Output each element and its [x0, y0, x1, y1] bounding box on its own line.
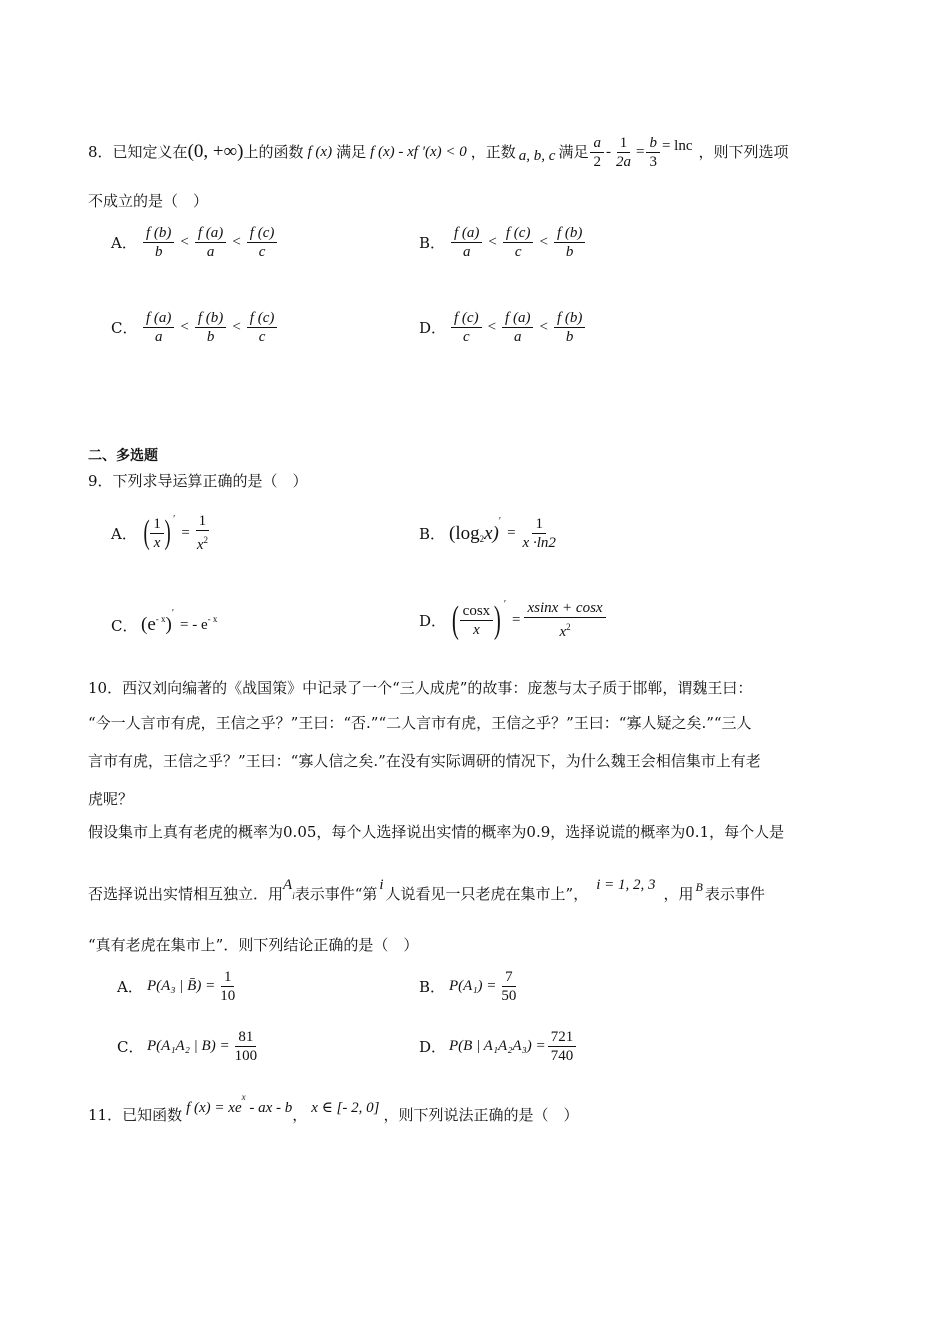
- var-A: A: [283, 877, 293, 893]
- fraction: $\frac{f (c)}{c}$: [503, 224, 534, 261]
- var-i: i: [379, 877, 384, 893]
- less-than: <: [180, 319, 189, 335]
- q10-line7: “真有老虎在集市上”．则下列结论正确的是（ ）: [88, 936, 419, 954]
- q9c-lhs: (e: [141, 614, 156, 635]
- q9b-lhs2: x): [484, 522, 499, 544]
- q8-fx: f (x): [307, 144, 333, 160]
- q10a-expr: P(A₃ | B̄) =: [147, 978, 216, 994]
- q9c-lhs2: ): [165, 614, 172, 635]
- q10-line6: [88, 877, 765, 910]
- q11-comma: ，: [292, 1106, 308, 1124]
- option-label: D．: [419, 319, 447, 337]
- q10-option-c[interactable]: [117, 1028, 262, 1065]
- fraction: $\frac{f (c)}{c}$: [451, 309, 482, 346]
- q9c-rhs: = - e: [180, 616, 208, 633]
- q10-line1: 10．西汉刘向编著的《战国策》中记录了一个“三人成虎”的故事：庞葱与太子质于邯郸，谓魏王曰：: [88, 679, 753, 697]
- option-label: B．: [419, 234, 446, 252]
- less-than: <: [539, 319, 548, 335]
- option-label: A．: [111, 234, 137, 252]
- q8-frac-b-3: $\frac{b}{3}$: [646, 134, 660, 171]
- q8-eq-lnc: = lnc: [661, 138, 693, 154]
- prime: ′: [173, 513, 176, 525]
- q10-line4: 虎呢？: [88, 790, 134, 808]
- q10-line2: “今一人言市有虎，王信之乎？”王曰：“否.”“二人言市有虎，王信之乎？”王曰：“寡人疑之矣.”“三人: [88, 714, 752, 732]
- q9b-sub: 2: [479, 533, 485, 544]
- equals: =: [512, 611, 521, 628]
- paren-left: (: [143, 514, 150, 551]
- q8-line1: [88, 134, 789, 170]
- q8-option-c[interactable]: [111, 309, 279, 346]
- q9b-lhs: (log: [449, 522, 480, 544]
- q10-line5: 假设集市上真有老虎的概率为0.05，每个人选择说出实情的概率为0.9，选择说谎的概率为0.1，每个人是: [88, 823, 785, 841]
- q8-option-a[interactable]: [111, 224, 279, 261]
- sub-i: i: [292, 891, 295, 901]
- section-title: 二、多选题: [88, 448, 158, 464]
- q9-option-b[interactable]: [419, 515, 561, 552]
- less-than: <: [488, 234, 497, 250]
- q9-option-a[interactable]: [111, 512, 213, 554]
- fraction: $\frac{f (c)}{c}$: [247, 309, 278, 346]
- q8-text-1: 已知定义在: [112, 143, 188, 161]
- q9-option-c[interactable]: [111, 607, 218, 636]
- var-B: B: [695, 880, 703, 894]
- prime: ′: [171, 607, 175, 619]
- option-label: D．: [419, 1038, 447, 1056]
- q8-text-3: 满足: [336, 143, 367, 161]
- fraction: $\frac{f (b)}{b}$: [554, 224, 585, 261]
- q8-domain: (0, +∞): [187, 141, 244, 162]
- q8-text-6: ，则下列选项: [698, 143, 789, 161]
- option-label: A．: [117, 978, 143, 996]
- q8-option-d[interactable]: [419, 309, 587, 346]
- equals: =: [507, 525, 516, 541]
- equals: =: [181, 524, 190, 541]
- less-than: <: [180, 234, 189, 250]
- fraction: $\frac{f (a)}{a}$: [195, 224, 226, 261]
- q8-number: 8．: [88, 143, 113, 161]
- q11-sup: x: [241, 1092, 246, 1102]
- option-label: B．: [419, 978, 446, 996]
- q10-option-b[interactable]: [419, 968, 521, 1005]
- q10b-expr: P(A₁) =: [449, 978, 497, 994]
- paren-left: (: [451, 599, 459, 641]
- fraction: $\frac{f (a)}{a}$: [451, 224, 482, 261]
- q10-line6-e: 表示事件: [704, 885, 765, 903]
- fraction: $\frac{f (b)}{b}$: [143, 224, 174, 261]
- fraction: $\frac{f (a)}{a}$: [502, 309, 533, 346]
- q11-fx: f (x) = xe: [186, 1100, 242, 1116]
- q10d-expr: P(B | A₁A₂A₃) =: [449, 1038, 546, 1054]
- option-label: C．: [117, 1038, 144, 1056]
- q8-condition: f (x) - xf ′(x) < 0: [370, 144, 467, 160]
- option-label: A．: [111, 524, 137, 543]
- paren-right: ): [164, 514, 171, 551]
- prime: ′: [498, 516, 502, 527]
- q11-rest: - ax - b: [245, 1100, 293, 1116]
- q8-frac-a-2: $\frac{a}{2}$: [590, 134, 604, 171]
- less-than: <: [232, 319, 241, 335]
- q10c-frac: $\frac{81}{100}$: [234, 1029, 258, 1064]
- prime: ′: [503, 598, 506, 610]
- fraction: $\frac{f (c)}{c}$: [247, 224, 278, 261]
- q9-stem: 9．下列求导运算正确的是（ ）: [88, 472, 308, 490]
- q10-line6-b: 表示事件“第: [294, 885, 378, 903]
- q10d-frac: $\frac{721}{740}$: [548, 1028, 577, 1065]
- paren-right: ): [494, 599, 501, 641]
- q10c-expr: P(A₁A₂ | B) =: [147, 1038, 230, 1054]
- q9a-rhs-frac: $\frac{1}{x^2}$: [196, 513, 208, 553]
- q10a-frac: $\frac{1}{10}$: [220, 969, 236, 1004]
- q10b-frac: $\frac{7}{50}$: [501, 969, 517, 1004]
- q10-line6-d: ，用: [663, 885, 694, 903]
- q8-text-2: 上的函数: [243, 143, 304, 161]
- i-values: i = 1, 2, 3: [596, 877, 656, 893]
- q10-line6-a: 否选择说出实情相互独立．用: [88, 885, 284, 903]
- q9b-rhs-frac: $\frac{1}{x \cdot\ln 2}$: [522, 516, 556, 551]
- fraction: $\frac{f (a)}{a}$: [143, 309, 174, 346]
- less-than: <: [487, 319, 497, 335]
- q10-option-a[interactable]: [117, 968, 240, 1005]
- q9c-sup: - x: [155, 614, 166, 624]
- q8-abc: a, b, c: [518, 148, 556, 164]
- q9a-frac: $\frac{1}{x}$: [150, 515, 164, 552]
- option-label: C．: [111, 319, 138, 337]
- q8-frac-1-2a: $\frac{1}{2a}$: [615, 134, 631, 170]
- q9-option-d[interactable]: [419, 598, 608, 642]
- less-than: <: [539, 234, 548, 250]
- q8-equals: =: [635, 144, 645, 160]
- q10-option-d[interactable]: [419, 1028, 578, 1065]
- q8-minus: -: [605, 144, 611, 160]
- q11-text-1: 11．已知函数: [88, 1106, 183, 1124]
- q11-text-2: ，则下列说法正确的是（ ）: [383, 1106, 579, 1124]
- fraction: $\frac{f (b)}{b}$: [195, 309, 226, 346]
- option-label: D．: [419, 611, 447, 630]
- q8-line2: 不成立的是（ ）: [88, 192, 209, 210]
- q9d-rhs-frac: $\frac{xsinx + \cos x}{x^2}$: [524, 599, 605, 641]
- q11-line: [88, 1092, 579, 1126]
- q8-text-5: 满足: [558, 143, 589, 161]
- option-label: C．: [111, 616, 138, 635]
- fraction: $\frac{f (b)}{b}$: [554, 309, 585, 346]
- q9c-rsup: - x: [207, 614, 218, 624]
- q9d-frac: $\frac{\cos x}{x}$: [460, 602, 494, 639]
- option-label: B．: [419, 525, 446, 543]
- q10-line6-c: 人说看见一只老虎在集市上”，: [385, 885, 589, 903]
- q10-line3: 言市有虎，王信之乎？”王曰：“寡人信之矣.”在没有实际调研的情况下，为什么魏王会相信集市上有老: [88, 752, 761, 770]
- q8-text-4: ，正数: [470, 143, 516, 161]
- q11-domain: x ∈ [- 2, 0]: [311, 1100, 380, 1116]
- q8-option-b[interactable]: [419, 224, 587, 261]
- less-than: <: [232, 234, 241, 250]
